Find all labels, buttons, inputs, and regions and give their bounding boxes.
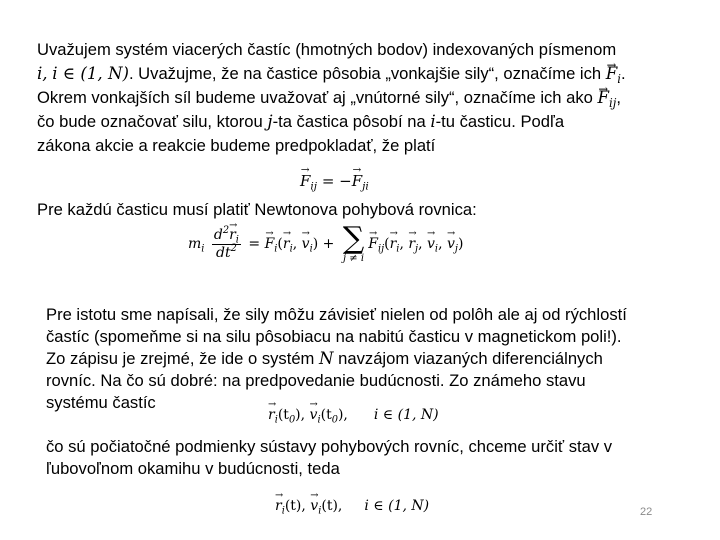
paragraph-goal (46, 436, 706, 480)
var-N: N (319, 349, 334, 368)
intro-line-1: Uvažujem systém viacerých častíc (hmotných bodov) indexovaných písmenom (37, 40, 617, 59)
var-j: j (267, 112, 273, 131)
equation-future-state: → $r_i(t)$, → $v_i(t)$, i ∈ (1, N) (275, 498, 429, 514)
explanation-line-3: Zo zápisu je zrejmé, že ide o systém N navzájom viazaných diferenciálnych (46, 349, 603, 368)
explanation-line-4: rovníc. Na čo sú dobré: na predpovedanie budúcnosti. Zo známeho stavu (46, 371, 586, 390)
intro-line-4: čo bude označovať silu, ktorou j-ta častica pôsobí na i-tu časticu. Podľa (37, 112, 565, 131)
index-range: i ∈ (1, N) (52, 64, 129, 83)
paragraph-newton (37, 198, 687, 222)
paragraph-explanation (46, 304, 706, 414)
intro-line-3: Okrem vonkajších síl budeme uvažovať aj „vnútorné sily“, označíme ich ako → $F_{ij}$, (37, 86, 687, 110)
intro-line-2-text: . Uvažujme, že na častice pôsobia „vonkajšie sily“, označíme ich (128, 64, 602, 83)
goal-line-2: ľubovoľnom okamihu v budúcnosti, teda (46, 459, 340, 478)
intro-line-3-text: Okrem vonkajších síl budeme uvažovať aj „vnútorné sily“, označíme ich ako (37, 88, 593, 107)
equation-action-reaction: → $F_{ij}$ = −→ $F_{ji}$ (300, 172, 369, 190)
internal-force-symbol: → $F_{ij}$ (598, 88, 617, 107)
page-number: 22 (640, 506, 653, 518)
intro-line-2: i, i ∈ (1, N). Uvažujme, že na častice pôsobia „vonkajšie sily“, označíme ich → $F_i$. (37, 62, 687, 86)
equation-newton: $m_i$ $\frac{d^2\to r_i}{dt^2}$ = → $F_i(\to r_i$, → $v_i$) + ∑ j ≠ i → $F_{ij}(\to r_i$, → $r_j$, → $v_i$, → $v_j$) (188, 224, 463, 264)
newton-line: Pre každú časticu musí platiť Newtonova pohybová rovnica: (37, 200, 477, 219)
external-force-symbol: → $F_i$ (606, 64, 621, 83)
equation-initial-state: → $r_i(t_0)$, → $v_i(t_0)$, i ∈ (1, N) (268, 407, 439, 423)
summation-sign: ∑ j ≠ i (342, 221, 365, 264)
explanation-line-1: Pre istotu sme napísali, že sily môžu závisieť nielen od polôh ale aj od rýchlostí (46, 305, 627, 324)
paragraph-intro (37, 38, 687, 158)
index-variable: i, (37, 64, 48, 83)
explanation-line-5: systému častíc (46, 393, 156, 412)
var-i: i (430, 112, 436, 131)
explanation-line-2: častíc (spomeňme si na silu pôsobiacu na nabitú časticu v magnetickom poli!). (46, 327, 622, 346)
intro-line-5: zákona akcie a reakcie budeme predpokladať, že platí (37, 136, 436, 155)
second-derivative-fraction: $\frac{d^2\to r_i}{dt^2}$ (212, 227, 241, 260)
goal-line-1: čo sú počiatočné podmienky sústavy pohybových rovníc, chceme určiť stav v (46, 437, 613, 456)
